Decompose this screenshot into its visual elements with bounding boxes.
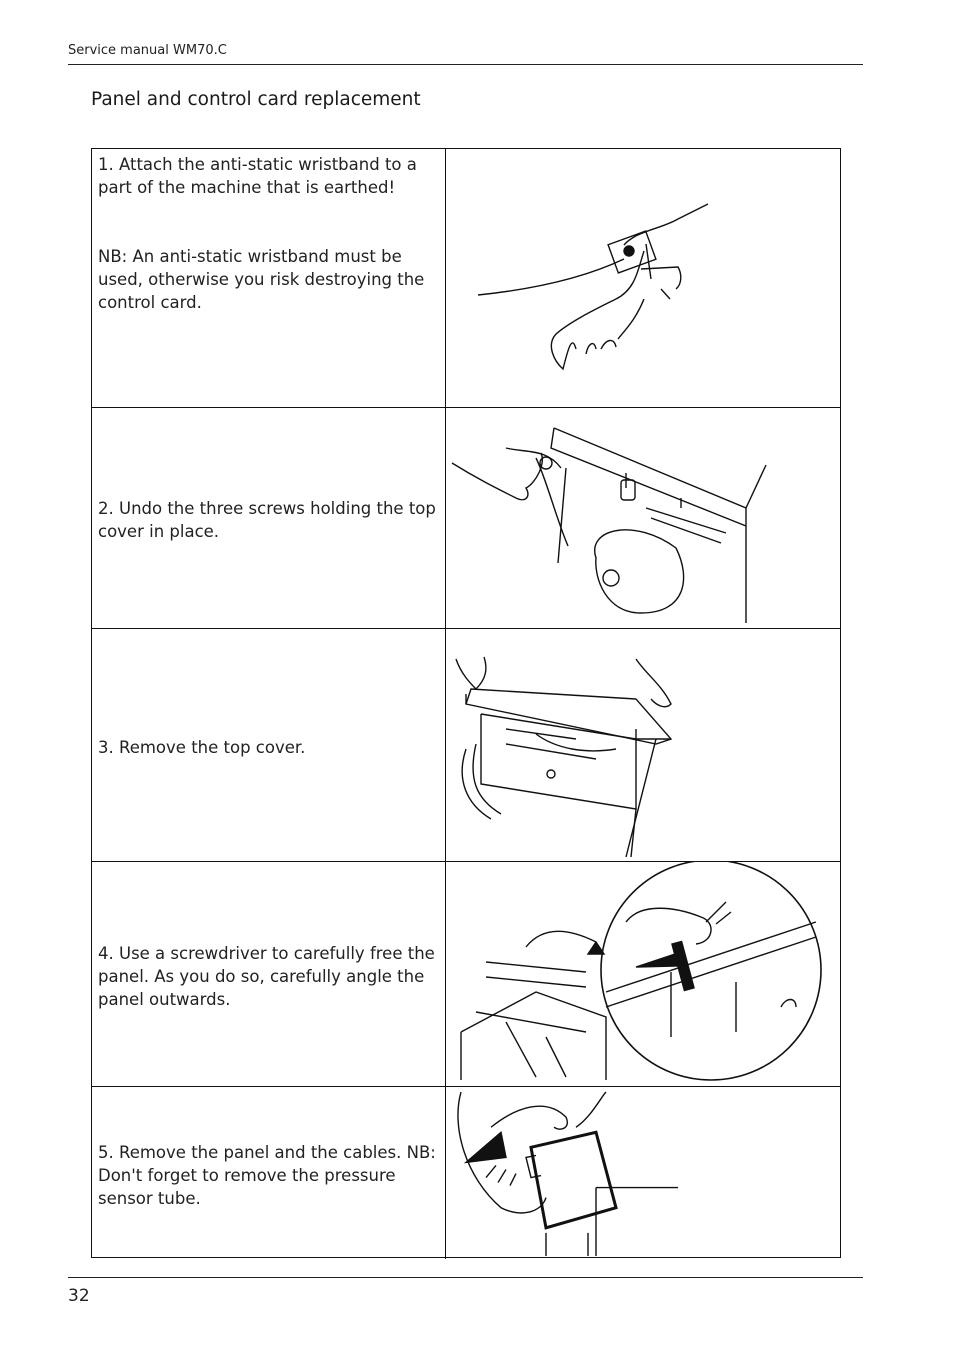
step-1-text: 1. Attach the anti-static wristband to a part of the machine that is earthed! (98, 155, 417, 197)
running-header: Service manual WM70.C (68, 43, 227, 58)
step-4-text: 4. Use a screwdriver to carefully free the panel. As you do so, carefully angle the panel outwards. (98, 943, 435, 1009)
footer-rule (68, 1277, 863, 1278)
step-row-4 (92, 862, 840, 1087)
step-row-2 (92, 408, 840, 629)
step-row-3 (92, 629, 840, 862)
top-cover-screws-illustration (446, 408, 840, 628)
step-3-text: 3. Remove the top cover. (98, 737, 306, 757)
step-2-text: 2. Undo the three screws holding the top cover in place. (98, 499, 436, 541)
step-row-5 (92, 1087, 840, 1259)
wristband-illustration (446, 149, 840, 407)
remove-top-cover-illustration (446, 629, 840, 861)
screwdriver-panel-illustration (446, 862, 840, 1086)
step-4-text-cell (92, 862, 446, 1086)
remove-panel-illustration (446, 1087, 840, 1259)
step-3-text-cell (92, 629, 446, 861)
steps-table (91, 148, 841, 1258)
page-number: 32 (68, 1286, 90, 1306)
step-1-text-cell (92, 149, 446, 407)
section-title: Panel and control card replacement (91, 89, 421, 110)
step-row-1 (92, 149, 840, 408)
step-1-note: NB: An anti-static wristband must be used, otherwise you risk destroying the control card. (98, 247, 425, 312)
step-5-text-cell (92, 1087, 446, 1259)
header-rule (68, 64, 863, 65)
step-2-text-cell (92, 408, 446, 628)
step-5-text: 5. Remove the panel and the cables. NB: Don't forget to remove the pressure sensor tube. (98, 1142, 436, 1208)
